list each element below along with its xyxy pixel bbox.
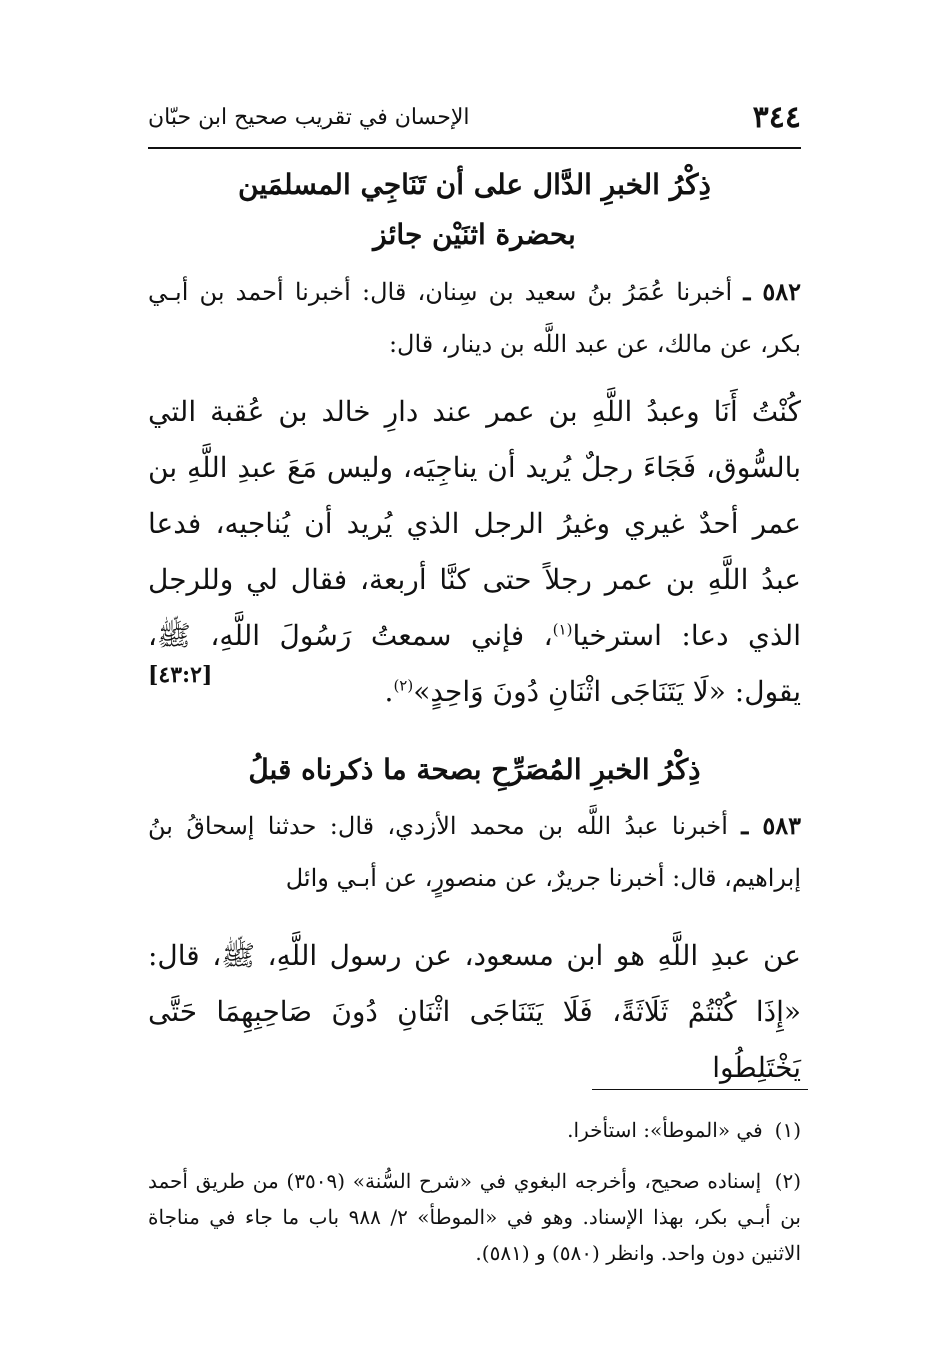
footnote-2-text: إسناده صحيح، وأخرجه البغوي في «شرح السُّنة» (٣٥٠٩) من طريق أحمد بن أبـي بكر، بهذا الإسناد. وهو في «الموطأ» ٢/ ٩٨٨ باب ما جاء في مناجاة الاثنين دون واحد. وانظر (٥٨٠) و (٥٨١). <box>148 1169 801 1265</box>
footnote-marker-1[interactable]: (١) <box>552 620 573 639</box>
footnote-2-mark: (٢) <box>774 1169 802 1193</box>
isnad-583 <box>148 800 801 904</box>
section-heading-1-line-1: ذِكْرُ الخبرِ الدَّال على أن تَنَاجِي المسلمَين <box>238 168 711 201</box>
matn-582-text: كُنْتُ أَنَا وعبدُ اللَّهِ بن عمر عند دارِ خالد بن عُقبة التي بالسُّوق، فَجَاءَ رجلٌ يُريد أن يناجِيَه، وليس مَعَ عبدِ اللَّهِ بن عمر أحدٌ غيري وغيرُ الرجل الذي يُريد أن يُناجيه، فدعا عبدُ اللَّهِ بن عمر رجلاً حتى كنَّا أربعة، فقال لي وللرجل الذي دعا: استرخيا <box>148 395 801 652</box>
footnote-1-mark: (١) <box>774 1118 801 1142</box>
section-heading-2-line-1: ذِكْرُ الخبرِ المُصَرِّحِ بصحة ما ذكرناه قبلُ <box>248 753 701 786</box>
hadith-number-583: ٥٨٣ ـ <box>741 811 802 840</box>
section-heading-1 <box>148 160 801 260</box>
isnad-583-text: أخبرنا عبدُ اللَّه بن محمد الأزدي، قال: حدثنا إسحاقُ بنُ إبراهيم، قال: أخبرنا جريرٌ، عن منصورٍ، عن أبـي وائل <box>148 812 801 892</box>
hadith-number-582: ٥٨٢ ـ <box>743 277 802 306</box>
footnote-1 <box>148 1112 801 1148</box>
section-heading-1-line-2: بحضرة اثنَيْن جائز <box>373 218 576 251</box>
isnad-582-text: أخبرنا عُمَرُ بنُ سعيد بن سِنان، قال: أخبرنا أحمد بن أبـي بكر، عن مالك، عن عبد اللَّه بن دينار، قال: <box>148 278 801 358</box>
running-head <box>148 92 801 142</box>
running-title: الإحسان في تقريب صحيح ابن حبّان <box>148 104 470 130</box>
matn-582 <box>148 384 801 720</box>
footnote-2 <box>148 1163 801 1271</box>
footnote-rule <box>592 1089 808 1090</box>
page-number: ٣٤٤ <box>752 99 801 135</box>
matn-582-continuation: ، فإني سمعتُ رَسُولَ اللَّهِ، ﷺ، يقول: «لَا يَتَنَاجَى اثْنَانِ دُونَ وَاحِدٍ» <box>148 619 801 708</box>
matn-582-end: . <box>384 675 394 708</box>
footnote-1-text: في «الموطأ»: استأخرا. <box>567 1118 763 1142</box>
cross-reference: [٤٣:٢] <box>148 662 213 688</box>
footnote-marker-2[interactable]: (٢) <box>393 676 414 695</box>
matn-583 <box>148 928 801 1096</box>
section-heading-2 <box>148 745 801 795</box>
matn-583-text: عن عبدِ اللَّهِ هو ابن مسعود، عن رسول اللَّهِ، ﷺ، قال: «إِذَا كُنْتُمْ ثَلَاثَةً، فَلَا يَتَنَاجَى اثْنَانِ دُونَ صَاحِبِهِمَا حَتَّى يَخْتَلِطُوا <box>148 939 801 1084</box>
header-rule <box>148 147 801 149</box>
isnad-582 <box>148 266 801 370</box>
